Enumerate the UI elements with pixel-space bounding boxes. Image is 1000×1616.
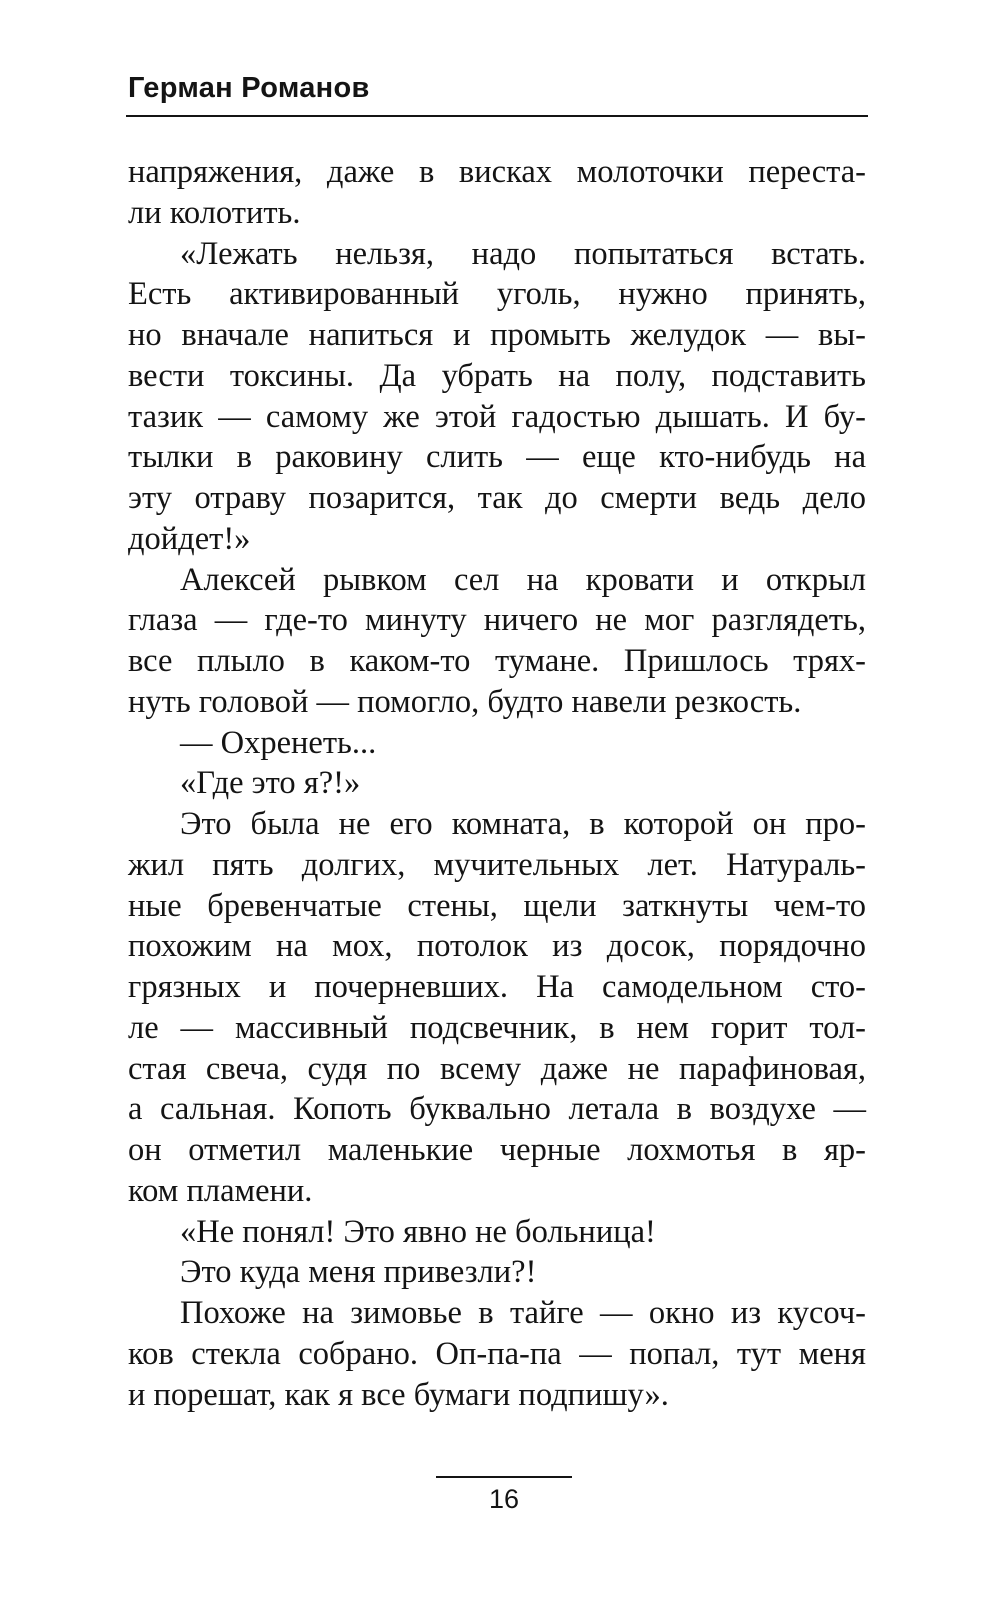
text-line: но вначале напиться и промыть желудок — вы- [128, 317, 866, 353]
text-line: Алексей рывком сел на кровати и открыл [180, 561, 866, 598]
text-line: дойдет!» [128, 520, 251, 557]
text-line: «Где это я?!» [180, 765, 361, 802]
text-line: ле — массивный подсвечник, в нем горит тол- [128, 1009, 866, 1046]
text-line: Это куда меня привезли?! [180, 1254, 537, 1291]
running-head-author: Герман Романов [128, 72, 370, 104]
text-line: ные бревенчатые стены, щели заткнуты чем-то [128, 887, 866, 924]
text-line: тазик — самому же этой гадостью дышать. И бу- [128, 398, 866, 435]
text-line: похожим на мох, потолок из досок, порядочно [128, 928, 866, 965]
header-rule [126, 115, 868, 117]
text-line: «Не понял! Это явно не больница! [180, 1213, 656, 1250]
text-line: глаза — где-то минуту ничего не мог разглядеть, [128, 602, 866, 639]
text-line: а сальная. Копоть буквально летала в воздухе — [128, 1091, 866, 1128]
text-line: ком пламени. [128, 1172, 313, 1209]
text-line: Похоже на зимовье в тайге — окно из кусоч- [180, 1295, 866, 1331]
text-line: тылки в раковину слить — еще кто-нибудь на [128, 439, 866, 476]
text-line: стая свеча, судя по всему даже не парафиновая, [128, 1050, 866, 1087]
text-line: он отметил маленькие черные лохмотья в яр- [128, 1132, 866, 1168]
text-line: «Лежать нельзя, надо попытаться встать. [180, 235, 866, 272]
text-line: вести токсины. Да убрать на полу, подставить [128, 357, 866, 394]
text-line: ков стекла собрано. Оп-па-па — попал, тут меня [128, 1335, 866, 1372]
text-line: все плыло в каком-то тумане. Пришлось трях- [128, 643, 866, 679]
text-line: — Охренеть... [180, 724, 377, 761]
text-line: Есть активированный уголь, нужно принять, [128, 276, 866, 313]
text-line: эту отраву позарится, так до смерти ведь дело [128, 480, 866, 516]
text-line: Это была не его комната, в которой он про- [180, 806, 866, 842]
text-line: и порешат, как я все бумаги подпишу». [128, 1376, 669, 1413]
text-line: напряжения, даже в висках молоточки переста- [128, 154, 866, 190]
footer-rule [436, 1476, 572, 1478]
text-line: грязных и почерневших. На самодельном сто- [128, 969, 866, 1005]
text-line: жил пять долгих, мучительных лет. Натураль- [128, 846, 866, 883]
text-line: нуть головой — помогло, будто навели резкость. [128, 683, 802, 720]
page-number: 16 [488, 1484, 520, 1514]
text-line: ли колотить. [128, 194, 301, 231]
body-text [128, 152, 866, 1415]
